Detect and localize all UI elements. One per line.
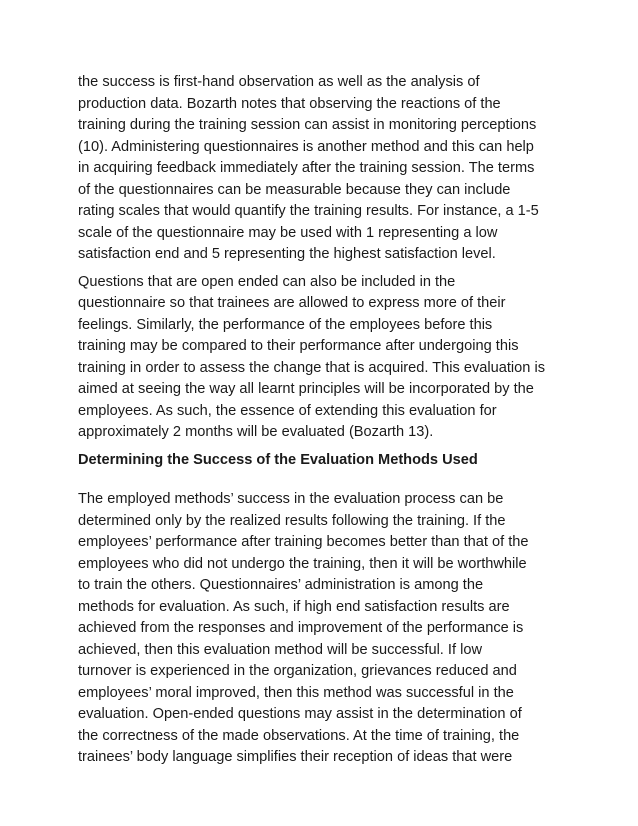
text-line: questionnaire so that trainees are allowed to express more of their <box>78 295 506 311</box>
text-line: of the questionnaires can be measurable because they can include <box>78 181 511 198</box>
section-heading: Determining the Success of the Evaluation Methods Used <box>78 451 478 468</box>
text-line: determined only by the realized results following the training. If the <box>78 512 506 529</box>
paragraph-1 <box>78 72 568 266</box>
text-line: to train the others. Questionnaires’ administration is among the <box>78 577 484 593</box>
text-line: achieved from the responses and improvement of the performance is <box>78 620 524 636</box>
text-line: Questions that are open ended can also be included in the <box>78 273 456 290</box>
text-line: the correctness of the made observations. At the time of training, the <box>78 727 520 744</box>
text-line: scale of the questionnaire may be used with 1 representing a low <box>78 224 498 241</box>
text-line: aimed at seeing the way all learnt principles will be incorporated by the <box>78 381 534 397</box>
text-line: satisfaction end and 5 representing the highest satisfaction level. <box>78 246 496 262</box>
text-line: employees’ moral improved, then this method was successful in the <box>78 684 514 701</box>
text-line: training in order to assess the change that is acquired. This evaluation is <box>78 359 545 376</box>
paragraph-2 <box>78 272 568 444</box>
text-line: (10). Administering questionnaires is another method and this can help <box>78 138 534 155</box>
text-line: feelings. Similarly, the performance of the employees before this <box>78 316 493 333</box>
text-line: evaluation. Open-ended questions may assist in the determination of <box>78 706 522 722</box>
text-line: turnover is experienced in the organization, grievances reduced and <box>78 663 517 679</box>
text-line: rating scales that would quantify the training results. For instance, a 1-5 <box>78 203 539 219</box>
text-line: training may be compared to their performance after undergoing this <box>78 338 519 354</box>
text-line: approximately 2 months will be evaluated (Bozarth 13). <box>78 424 434 440</box>
text-line: production data. Bozarth notes that observing the reactions of the <box>78 95 501 112</box>
text-line: the success is first-hand observation as well as the analysis of <box>78 74 480 90</box>
text-line: employees who did not undergo the training, then it will be worthwhile <box>78 555 527 572</box>
document-page <box>78 72 568 775</box>
text-line: trainees’ body language simplifies their reception of ideas that were <box>78 749 513 765</box>
text-line: employees’ performance after training becomes better than that of the <box>78 534 529 550</box>
text-line: The employed methods’ success in the evaluation process can be <box>78 491 504 507</box>
text-line: in acquiring feedback immediately after the training session. The terms <box>78 160 535 176</box>
text-line: achieved, then this evaluation method will be successful. If low <box>78 641 482 658</box>
text-line: methods for evaluation. As such, if high end satisfaction results are <box>78 598 510 615</box>
text-line: employees. As such, the essence of extending this evaluation for <box>78 402 497 419</box>
text-line: training during the training session can assist in monitoring perceptions <box>78 117 537 133</box>
paragraph-3 <box>78 489 568 769</box>
